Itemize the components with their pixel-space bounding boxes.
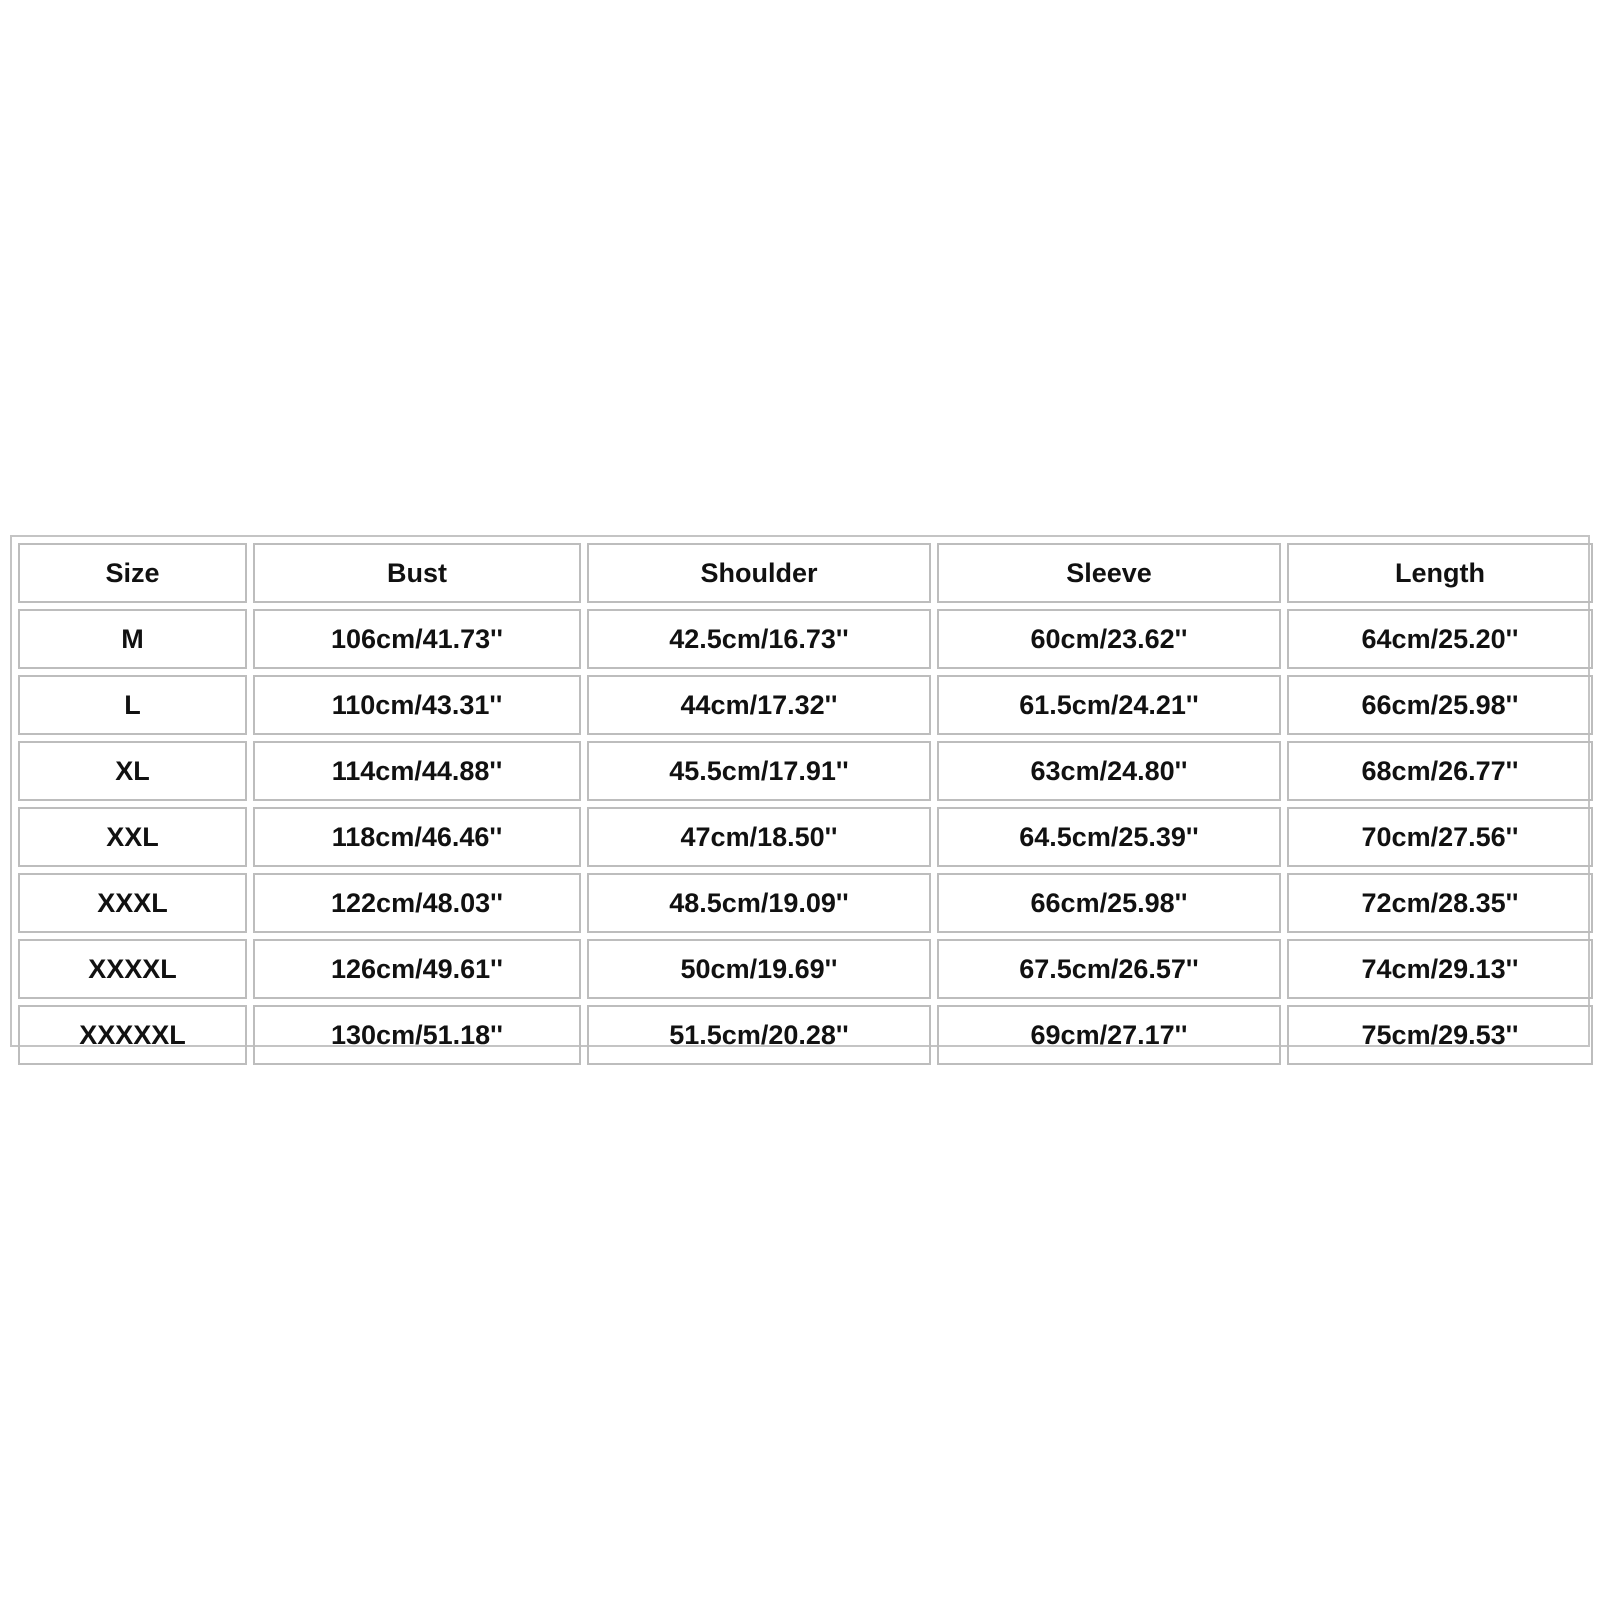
shoulder-cell: 47cm/18.50'' bbox=[587, 807, 931, 867]
sleeve-cell: 64.5cm/25.39'' bbox=[937, 807, 1281, 867]
shoulder-cell: 48.5cm/19.09'' bbox=[587, 873, 931, 933]
size-chart-table bbox=[12, 537, 1599, 1071]
shoulder-cell: 42.5cm/16.73'' bbox=[587, 609, 931, 669]
size-cell: XXXXXL bbox=[18, 1005, 247, 1065]
shoulder-cell: 45.5cm/17.91'' bbox=[587, 741, 931, 801]
length-cell: 70cm/27.56'' bbox=[1287, 807, 1593, 867]
sleeve-cell: 60cm/23.62'' bbox=[937, 609, 1281, 669]
header-size: Size bbox=[18, 543, 247, 603]
table-row bbox=[18, 873, 1593, 933]
shoulder-cell: 51.5cm/20.28'' bbox=[587, 1005, 931, 1065]
length-cell: 72cm/28.35'' bbox=[1287, 873, 1593, 933]
length-cell: 74cm/29.13'' bbox=[1287, 939, 1593, 999]
bust-cell: 114cm/44.88'' bbox=[253, 741, 581, 801]
length-cell: 66cm/25.98'' bbox=[1287, 675, 1593, 735]
bust-cell: 110cm/43.31'' bbox=[253, 675, 581, 735]
header-bust: Bust bbox=[253, 543, 581, 603]
table-row bbox=[18, 807, 1593, 867]
size-cell: XXL bbox=[18, 807, 247, 867]
sleeve-cell: 63cm/24.80'' bbox=[937, 741, 1281, 801]
bust-cell: 118cm/46.46'' bbox=[253, 807, 581, 867]
header-sleeve: Sleeve bbox=[937, 543, 1281, 603]
sleeve-cell: 67.5cm/26.57'' bbox=[937, 939, 1281, 999]
bust-cell: 106cm/41.73'' bbox=[253, 609, 581, 669]
header-row bbox=[18, 543, 1593, 603]
size-cell: XL bbox=[18, 741, 247, 801]
size-cell: L bbox=[18, 675, 247, 735]
sleeve-cell: 66cm/25.98'' bbox=[937, 873, 1281, 933]
length-cell: 68cm/26.77'' bbox=[1287, 741, 1593, 801]
table-row bbox=[18, 675, 1593, 735]
header-length: Length bbox=[1287, 543, 1593, 603]
size-chart bbox=[10, 535, 1590, 1050]
length-cell: 64cm/25.20'' bbox=[1287, 609, 1593, 669]
sleeve-cell: 61.5cm/24.21'' bbox=[937, 675, 1281, 735]
sleeve-cell: 69cm/27.17'' bbox=[937, 1005, 1281, 1065]
table-row bbox=[18, 939, 1593, 999]
table-row bbox=[18, 1005, 1593, 1065]
bust-cell: 130cm/51.18'' bbox=[253, 1005, 581, 1065]
bust-cell: 126cm/49.61'' bbox=[253, 939, 581, 999]
shoulder-cell: 44cm/17.32'' bbox=[587, 675, 931, 735]
size-cell: M bbox=[18, 609, 247, 669]
table-row bbox=[18, 609, 1593, 669]
header-shoulder: Shoulder bbox=[587, 543, 931, 603]
shoulder-cell: 50cm/19.69'' bbox=[587, 939, 931, 999]
length-cell: 75cm/29.53'' bbox=[1287, 1005, 1593, 1065]
size-cell: XXXL bbox=[18, 873, 247, 933]
size-cell: XXXXL bbox=[18, 939, 247, 999]
bust-cell: 122cm/48.03'' bbox=[253, 873, 581, 933]
table-row bbox=[18, 741, 1593, 801]
